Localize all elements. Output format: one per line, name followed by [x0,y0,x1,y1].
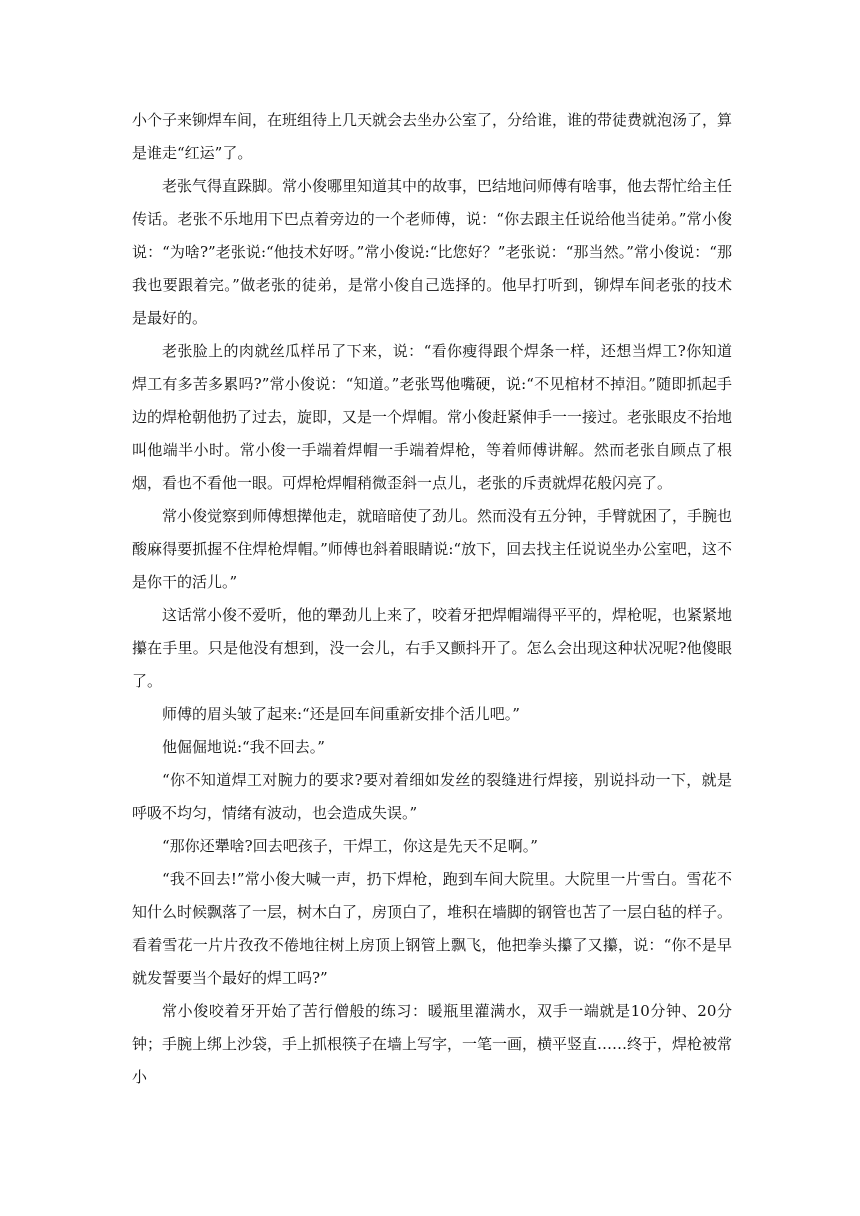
paragraph-11: 常小俊咬着牙开始了苦行僧般的练习：暖瓶里灌满水，双手一端就是10分钟、20分钟；手腕上绑上沙袋，手上抓根筷子在墙上写字，一笔一画，横平竖直……终于，焊枪被常小 [132,1002,733,1086]
paragraph-5: 这话常小俊不爱听，他的犟劲儿上来了，咬着牙把焊帽端得平平的，焊枪呢，也紧紧地攥在手里。只是他没有想到，没一会儿，右手又颤抖开了。怎么会出现这种状况呢?他傻眼了。 [132,606,733,690]
paragraph-1: 小个子来铆焊车间，在班组待上几天就会去坐办公室了，分给谁，谁的带徒费就泡汤了，算是谁走“红运”了。 [132,111,733,162]
paragraph-10: “我不回去!”常小俊大喊一声，扔下焊枪，跑到车间大院里。大院里一片雪白。雪花不知什么时候飘落了一层，树木白了，房顶白了，堆积在墙脚的钢管也苫了一层白毡的样子。看着雪花一片片孜孜不倦地往树上房顶上钢管上飘飞，他把拳头攥了又攥，说：“你不是早就发誓要当个最好的焊工吗?” [132,870,733,987]
paragraph-2: 老张气得直跺脚。常小俊哪里知道其中的故事，巴结地问师傅有啥事，他去帮忙给主任传话。老张不乐地用下巴点着旁边的一个老师傅，说：“你去跟主任说给他当徒弟。”常小俊说：“为啥?”老张说:“他技术好呀。”常小俊说:“比您好？”老张说：“那当然。”常小俊说：“那我也要跟着完。”做老张的徒弟，是常小俊自己选择的。他早打听到，铆焊车间老张的技术是最好的。 [132,177,733,327]
document-body [132,104,732,1094]
paragraph-6: 师傅的眉头皱了起来:“还是回车间重新安排个活儿吧。” [162,705,520,723]
paragraph-8: “你不知道焊工对腕力的要求?要对着细如发丝的裂缝进行焊接，别说抖动一下，就是呼吸不均匀，情绪有波动，也会造成失误。” [132,771,732,822]
paragraph-4: 常小俊觉察到师傅想撵他走，就暗暗使了劲儿。然而没有五分钟，手臂就困了，手腕也酸麻得要抓握不住焊枪焊帽。”师傅也斜着眼睛说:“放下，回去找主任说说坐办公室吧，这不是你干的活儿。” [132,507,733,591]
paragraph-9: “那你还犟啥?回去吧孩子，干焊工，你这是先天不足啊。” [162,837,538,855]
paragraph-3: 老张脸上的肉就丝瓜样吊了下来，说：“看你瘦得跟个焊条一样，还想当焊工?你知道焊工有多苦多累吗?”常小俊说：“知道。”老张骂他嘴硬，说:“不见棺材不掉泪。”随即抓起手边的焊枪朝他扔了过去，旋即，又是一个焊帽。常小俊赶紧伸手一一接过。老张眼皮不抬地叫他端半小时。常小俊一手端着焊帽一手端着焊枪，等着师傅讲解。然而老张自顾点了根烟，看也不看他一眼。可焊枪焊帽稍微歪斜一点儿，老张的斥责就焊花般闪亮了。 [132,342,733,492]
paragraph-7: 他倔倔地说:“我不回去。” [162,738,325,756]
